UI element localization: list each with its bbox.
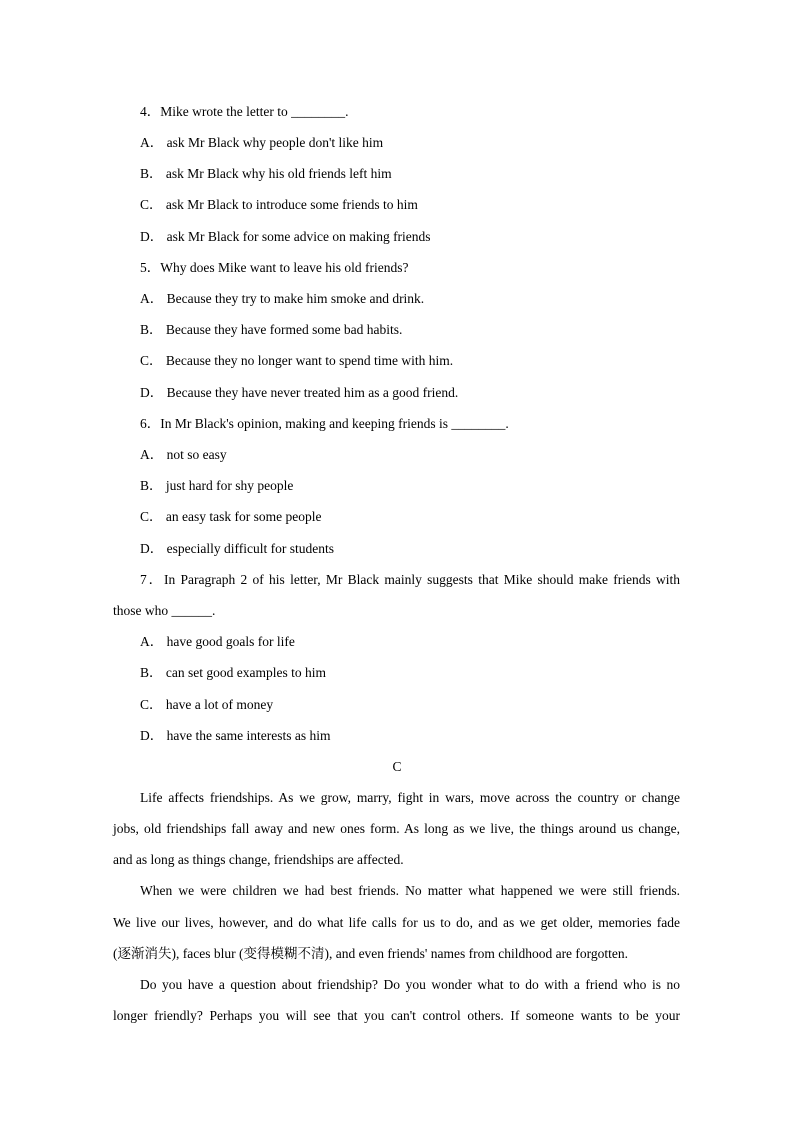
passage-p1-line-2: jobs, old friendships fall away and new ones form. As long as we live, the things around us change, — [113, 821, 680, 836]
passage-p2-line-1: When we were children we had best friends. No matter what happened we were still friends. — [140, 883, 680, 898]
question-5-option-a: A． Because they try to make him smoke and drink. — [140, 291, 425, 306]
question-7-stem-line-2: those who ______. — [113, 603, 216, 618]
question-5-option-b: B． Because they have formed some bad habits. — [140, 322, 403, 337]
question-6-option-b: B． just hard for shy people — [140, 478, 294, 493]
question-4-stem: 4．Mike wrote the letter to ________. — [140, 104, 349, 119]
question-7-option-b: B． can set good examples to him — [140, 665, 326, 680]
question-6-option-a: A． not so easy — [140, 447, 227, 462]
question-4-option-a: A． ask Mr Black why people don't like him — [140, 135, 384, 150]
question-4-option-b: B． ask Mr Black why his old friends left him — [140, 166, 392, 181]
passage-heading: C — [392, 759, 402, 774]
passage-p2-line-2: We live our lives, however, and do what life calls for us to do, and as we get older, memories fade — [113, 915, 680, 930]
passage-p3-line-2: longer friendly? Perhaps you will see that you can't control others. If someone wants to be your — [113, 1008, 680, 1023]
question-4-option-c: C． ask Mr Black to introduce some friends to him — [140, 197, 418, 212]
question-6-option-c: C． an easy task for some people — [140, 509, 322, 524]
passage-p1-line-3: and as long as things change, friendships are affected. — [113, 852, 404, 867]
question-5-stem: 5．Why does Mike want to leave his old friends? — [140, 260, 409, 275]
question-5-option-c: C． Because they no longer want to spend time with him. — [140, 353, 454, 368]
question-4-option-d: D． ask Mr Black for some advice on making friends — [140, 229, 431, 244]
question-5-option-d: D． Because they have never treated him as a good friend. — [140, 385, 459, 400]
question-7-option-d: D． have the same interests as him — [140, 728, 331, 743]
passage-p2-line-3: (逐渐消失), faces blur (变得模糊不清), and even friends' names from childhood are forgotten. — [113, 946, 629, 961]
question-6-option-d: D． especially difficult for students — [140, 541, 334, 556]
question-6-stem: 6．In Mr Black's opinion, making and keeping friends is ________. — [140, 416, 509, 431]
passage-p1-line-1: Life affects friendships. As we grow, marry, fight in wars, move across the country or change — [140, 790, 680, 805]
question-7-stem-line-1: 7．In Paragraph 2 of his letter, Mr Black mainly suggests that Mike should make friends with — [140, 572, 680, 587]
question-7-option-a: A． have good goals for life — [140, 634, 295, 649]
passage-p3-line-1: Do you have a question about friendship? Do you wonder what to do with a friend who is no — [140, 977, 680, 992]
question-7-option-c: C． have a lot of money — [140, 697, 274, 712]
